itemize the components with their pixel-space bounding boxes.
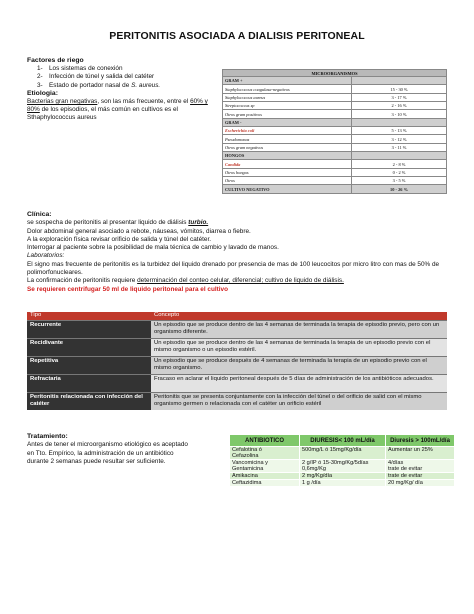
group-label: GRAM - (223, 118, 352, 126)
table-row (27, 338, 447, 356)
table-row (230, 473, 455, 480)
antibiotic-name: Ceftazidima (230, 480, 300, 487)
type-name: Peritonitis relacionada con infección del catéter (27, 392, 151, 410)
column-header-antibiotico: ANTIBIOTICO (230, 435, 300, 447)
treatment-section (27, 433, 195, 466)
percentage-value: 5 - 13 % (352, 127, 447, 135)
percentage-value (352, 118, 447, 126)
percentage-value: 2 - 16 % (352, 102, 447, 110)
percentage-value (352, 77, 447, 85)
type-concept: Un episodio que se produce dentro de las 4 semanas de terminada la terapia de un episodio previo con el mismo organismo o un episodio estéril. (151, 338, 447, 356)
percentage-value: 3 - 5 % (352, 177, 447, 185)
clinical-line: se sospecha de peritonitis al presentar liquido de diálisis turbio. (27, 219, 209, 227)
table-row (223, 85, 447, 93)
organism-name: Otros gram negativos (223, 143, 352, 151)
group-row (223, 152, 447, 160)
table-row (27, 356, 447, 374)
percentage-value: 3 - 17 % (352, 93, 447, 101)
table-row (230, 447, 455, 460)
percentage-value: 2 - 8 % (352, 160, 447, 168)
organism-name: Staphylococcus aureus (223, 93, 352, 101)
type-concept: Un episodio que se produce después de 4 semanas de terminada la terapia de un episodio previo con el mismo organismo. (151, 356, 447, 374)
clinical-line: Dolor abdominal general asociado a rebote, náuseas, vómitos, diarrea o fiebre. (27, 227, 251, 235)
clinical-heading: Clínica: (27, 211, 52, 218)
antibiotic-name: Cefalotina ó Cefazolina (230, 447, 300, 460)
type-concept: Fracaso en aclarar el liquido peritoneal después de 5 días de administración de los antibióticos adecuados. (151, 374, 447, 392)
type-name: Recidivante (27, 338, 151, 356)
clinical-line: A la exploración física revisar orificio de salida y túnel del catéter. (27, 235, 212, 243)
type-name: Refractaria (27, 374, 151, 392)
percentage-value: 3 - 12 % (352, 135, 447, 143)
percentage-value: 3 - 10 % (352, 110, 447, 118)
etiology-text: Bacterias gran negativas, son las más frecuente, entre el 60% y 80% de los episodios, el más común en cultivos es el Sthaphylococcus aureus (27, 98, 208, 122)
column-header-diuresis-high: Diuresis > 100mL/día (386, 435, 455, 447)
group-row (223, 185, 447, 193)
group-label: GRAM + (223, 77, 352, 85)
type-name: Recurrente (27, 320, 151, 338)
list-item: 3- Estado de portador nasal de S. aureus. (37, 81, 161, 89)
clinical-line: El signo mas frecuente de peritonitis es la turbidez del liquido drenado por presencia de mas de 100 leucocitos por micro litro con mas de 50% de polimorfonucleares. (27, 260, 440, 277)
column-header-tipo: Tipo (27, 312, 151, 320)
clinical-section (27, 211, 457, 294)
column-header-concepto: Concepto (151, 312, 447, 320)
organism-name: Escherichia coli (223, 127, 352, 135)
percentage-value: 10 - 26 % (352, 185, 447, 193)
table-row (27, 320, 447, 338)
peritonitis-types-table (27, 312, 447, 410)
percentage-value: 15 - 30 % (352, 85, 447, 93)
microorganisms-table-title: MICROORGANISMOS (223, 70, 447, 77)
dose-low-diuresis: 1 g /día (300, 480, 386, 487)
organism-name: Otros (223, 177, 352, 185)
etiology-heading: Etiologia: (27, 89, 58, 97)
table-row (223, 168, 447, 176)
dose-high-diuresis: 20 mg/Kg/ día (386, 480, 455, 487)
organism-name: Streptococcus sp (223, 102, 352, 110)
antibiotic-name: Amikacina (230, 473, 300, 480)
risk-factors-list (27, 65, 212, 90)
organism-name: Staphylococcus coagulasa-negativos (223, 85, 352, 93)
clinical-line: Interrogar al paciente sobre la posibilidad de mala técnica de cambio y lavado de manos. (27, 244, 279, 252)
table-row (27, 374, 447, 392)
risk-factors-section (27, 57, 212, 123)
labs-heading: Laboratorios: (27, 252, 65, 260)
antibiotic-dosing-table (229, 434, 455, 487)
column-header-diuresis-low: DIURESIS< 100 mL/día (300, 435, 386, 447)
dose-high-diuresis: trate de evitar (386, 473, 455, 480)
table-row (223, 143, 447, 151)
table-row (230, 480, 455, 487)
page-title: PERITONITIS ASOCIADA A DIALISIS PERITONEAL (109, 30, 365, 42)
organism-name: Pseudomonas (223, 135, 352, 143)
list-item: 1- Los sistemas de conexión (37, 65, 123, 73)
percentage-value: 3 - 11 % (352, 143, 447, 151)
centrifuge-note: Se requieren centrifugar 50 ml de liquido peritoneal para el cultivo (27, 285, 229, 293)
organism-name: Otros hongos (223, 168, 352, 176)
dose-low-diuresis: 2 g/IP ó 15-30mg/Kg/5días 0,6mg/Kg (300, 460, 386, 473)
risk-factors-heading: Factores de riego (27, 57, 84, 64)
treatment-text: Antes de tener el microorganismo etiológico es aceptado en Tto. Empírico, la administración de un antibiótico durante 2 semanas puede resultar ser suficiente. (27, 441, 188, 465)
type-name: Repetitiva (27, 356, 151, 374)
microorganisms-table (222, 69, 447, 194)
dose-high-diuresis: Aumentar un 25% (386, 447, 455, 460)
organism-name: Otros gram positivos (223, 110, 352, 118)
table-row (223, 110, 447, 118)
table-row (223, 135, 447, 143)
table-row (223, 177, 447, 185)
group-row (223, 118, 447, 126)
percentage-value (352, 152, 447, 160)
table-row (223, 93, 447, 101)
dose-high-diuresis: 4/días trate de evitar (386, 460, 455, 473)
table-row (223, 160, 447, 168)
list-item: 2- Infección de túnel y salida del catéter (37, 73, 155, 81)
dose-low-diuresis: 2 mg/Kg/día (300, 473, 386, 480)
type-concept: Peritonitis que se presenta conjuntamente con la infección del túnel o del orificio de salid con el mismo organismo germen o relacionada con el catéter un orificio estéril (151, 392, 447, 410)
treatment-heading: Tratamiento: (27, 433, 68, 440)
table-row (230, 460, 455, 473)
percentage-value: 0 - 2 % (352, 168, 447, 176)
group-label: HONGOS (223, 152, 352, 160)
table-row (223, 127, 447, 135)
table-row (27, 392, 447, 410)
antibiotic-name: Vancomicina y Gentamicina (230, 460, 300, 473)
clinical-line: La confirmación de peritonitis requiere determinación del conteo celular, diferencial; cultivo de liquido de diálisis. (27, 277, 344, 285)
table-row (223, 102, 447, 110)
type-concept: Un episodio que se produce dentro de las 4 semanas de terminada la terapia de episodio previo, pero con un organismo diferente. (151, 320, 447, 338)
group-label: CULTIVO NEGATIVO (223, 185, 352, 193)
group-row (223, 77, 447, 85)
organism-name: Candida (223, 160, 352, 168)
dose-low-diuresis: 500mg/L ó 15mg/Kg/día (300, 447, 386, 460)
